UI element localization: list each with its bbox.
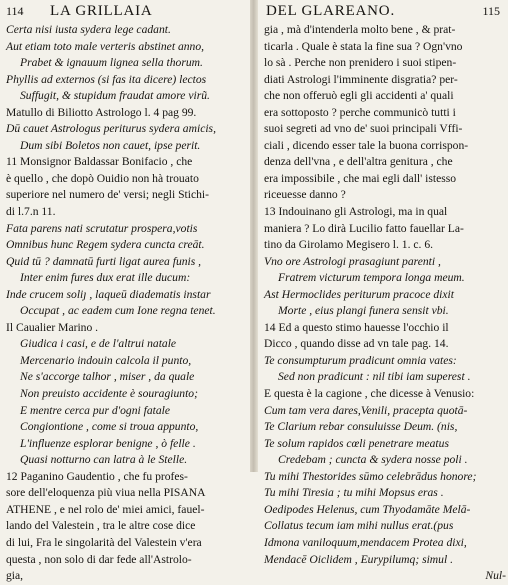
- text-line: ATHENE , e nel rolo de' miei amici, fauel-: [6, 502, 205, 516]
- text-line: gia , mà d'intenderla molto bene , & prat-: [264, 23, 456, 36]
- text-line: Mercenario indouin calcola il punto,: [20, 353, 192, 367]
- left-page-header: [6, 3, 244, 19]
- text-line: gia,: [6, 569, 24, 583]
- text-line: Ast Hermoclides periturum pracoce dixit: [264, 287, 454, 301]
- text-line: Inter enim fures dux erat ille ducum:: [20, 271, 191, 285]
- text-line: questa , non solo di dar fede all'Astrolo-: [6, 552, 192, 566]
- text-line: Fratrem victurum tempora longa meum.: [278, 271, 465, 285]
- text-line: E mentre cerca pur d'ogni fatale: [20, 403, 171, 417]
- text-line: 12 Paganino Gaudentio , che fu profes-: [6, 469, 188, 483]
- text-line: Congiontione , come si troua appunto,: [20, 420, 199, 434]
- text-line: Vno ore Astrologi prasagiunt parenti ,: [264, 254, 441, 268]
- text-line: tino da Girolamo Megisero l. 1. c. 6.: [264, 238, 434, 252]
- text-line: sore dell'eloquenza più viua nella PISANA: [6, 486, 206, 500]
- text-line: Quasi notturno can latra à le Stelle.: [20, 453, 188, 467]
- text-line: Sed non pradicunt : nil tibi iam superest .: [278, 370, 471, 384]
- text-line: denza dell'vna , e dell'altra genitura , che: [264, 155, 453, 169]
- book-gutter: [250, 0, 258, 472]
- text-line: ticarla . Quale è stata la fine sua ? Ogn'vno: [264, 39, 463, 53]
- text-line: Te Clarium rebar consuluisse Deum. (nis,: [264, 420, 458, 434]
- text-line: suoi segreti ad vno de' suoi principali Vffi-: [264, 122, 463, 136]
- text-line: Occupat , ac eadem cum Ione regna tenet.: [20, 304, 216, 318]
- left-page-number: 114: [6, 4, 24, 18]
- text-line: è quello , che dopò Ouidio non hà trouato: [6, 171, 199, 185]
- text-line: Omnibus hunc Regem sydera cuncta creāt.: [6, 238, 205, 252]
- text-line: Tu mihi Tiresia ; tu mihi Mopsus eras .: [264, 486, 444, 500]
- text-line: di lui, Fra le singolarità del Valestein v'era: [6, 535, 202, 549]
- text-line: Suffugit, & stupidum fraudat amore virũ.: [20, 89, 210, 103]
- text-line: che non offeruò egli gli accidenti a' quali: [264, 89, 454, 103]
- text-line: 11 Monsignor Baldassar Bonifacio , che: [6, 155, 193, 169]
- text-line: Dū cauet Astrologus periturus sydera amicis,: [6, 122, 216, 136]
- text-line: L'influenze esplorar benigne , ò felle .: [20, 436, 196, 450]
- text-line: Collatus tecum iam mihi nullus erat.(pus: [264, 519, 454, 533]
- right-page-number: 115: [482, 4, 500, 18]
- text-line: Giudica i casi, e de l'altrui natale: [20, 337, 177, 351]
- text-line: Phyllis ad externos (si fas ita dicere) lectos: [6, 72, 207, 86]
- text-line: Ne s'accorge talhor , miser , da quale: [20, 370, 195, 384]
- text-line: Quid tū ? damnatū furti ligat aurea funis ,: [6, 254, 202, 268]
- text-line: Mendacē Oiclidem , Eurypilumq; simul .: [264, 552, 453, 566]
- text-line: Cum tam vera dares,Venili, pracepta quotā-: [264, 403, 468, 417]
- text-line: Te consumpturum pradicunt omnia vates:: [264, 353, 457, 367]
- text-line: 14 Ed a questo stimo hauesse l'occhio il: [264, 320, 449, 334]
- text-line: era impossibile , che mai egli dall' istesso: [264, 171, 457, 185]
- text-line: Dicco , quando disse ad vn tale pag. 14.: [264, 337, 449, 351]
- text-line: Il Caualier Marino .: [6, 320, 99, 334]
- text-line: diati Astrologi l'imminente disgratia? per-: [264, 72, 458, 86]
- text-line: Idmona vaniloquum,mendacem Protea dixi,: [264, 535, 467, 549]
- right-running-title: DEL GLAREANO.: [266, 3, 395, 19]
- text-line: Certa nisi iusta sydera lege cadant.: [6, 23, 171, 36]
- text-line: Matullo di Biliotto Astrologo l. 4 pag 99.: [6, 105, 197, 119]
- text-line: lando del Valestein , tra le altre cose dice: [6, 519, 196, 533]
- left-page-text: [6, 22, 248, 585]
- text-line: Inde crucem soliȷ , laqueū diadematis instar: [6, 287, 211, 301]
- text-line: Oedipodes Helenus, cum Thyodamāte Melā-: [264, 502, 471, 516]
- text-line: riceuesse danno ?: [264, 188, 346, 202]
- text-line: Nul-: [485, 569, 506, 583]
- left-page: [0, 0, 250, 583]
- text-line: E questa è la cagione , che dicesse à Venusio:: [264, 387, 475, 401]
- right-page-header: [264, 3, 502, 19]
- text-line: Non preuisto accidente è souragiunto;: [20, 387, 198, 401]
- text-line: superiore nel numero de' versi; negli Stichi-: [6, 188, 209, 202]
- right-page: [258, 0, 508, 583]
- text-line: Prabet & ignauum lignea sella thorum.: [20, 56, 203, 70]
- text-line: Fata parens nati scrutatur prospera,votis: [6, 221, 198, 235]
- text-line: Dum sibi Boletos non cauet, ipse perit.: [20, 138, 201, 152]
- text-line: ciali , dicendo esser tale la buona corrispon-: [264, 138, 469, 152]
- text-line: Te solum rapidos cœli penetrare meatus: [264, 436, 449, 450]
- text-line: di l.7.n 11.: [6, 205, 56, 219]
- text-line: Aut etiam toto male verteris abstinet anno,: [6, 39, 205, 53]
- text-line: Morte , eius plangi funera sensit vbi.: [278, 304, 449, 318]
- text-line: maniera ? Lo dirà Lucilio fatto fauellar La-: [264, 221, 464, 235]
- text-line: era sottoposto ? perche communicò tutti i: [264, 105, 456, 119]
- text-line: Tu mihi Thestorides sūmo celebrādus honore;: [264, 469, 477, 483]
- text-line: Credebam ; cuncta & sydera nosse poli .: [278, 453, 468, 467]
- text-line: 13 Indouinano gli Astrologi, ma in qual: [264, 205, 448, 219]
- left-running-title: LA GRILLAIA: [50, 3, 153, 19]
- text-line: lo sà . Perche non prenidero i suoi stipen-: [264, 56, 457, 70]
- right-page-text: [264, 22, 506, 585]
